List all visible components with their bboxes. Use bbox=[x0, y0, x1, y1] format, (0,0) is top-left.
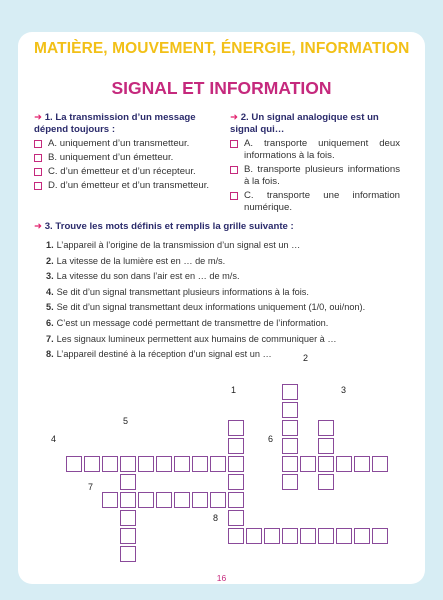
crossword-cell[interactable] bbox=[120, 528, 136, 544]
crossword-cell[interactable] bbox=[318, 474, 334, 490]
crossword-cell[interactable] bbox=[354, 528, 370, 544]
crossword-cell[interactable] bbox=[120, 492, 136, 508]
crossword-cell[interactable] bbox=[228, 510, 244, 526]
crossword-cell[interactable] bbox=[318, 438, 334, 454]
crossword-cell[interactable] bbox=[282, 528, 298, 544]
question-1 bbox=[34, 112, 214, 192]
crossword-cell[interactable] bbox=[318, 420, 334, 436]
question-1-title: ➜ 1. La transmission d’un message dépend toujours : bbox=[34, 112, 196, 135]
crossword-cell[interactable] bbox=[264, 528, 280, 544]
clue-number: 4 bbox=[51, 434, 57, 444]
crossword-cell[interactable] bbox=[228, 420, 244, 436]
crossword-cell[interactable] bbox=[282, 438, 298, 454]
crossword-cell[interactable] bbox=[66, 456, 82, 472]
checkbox-icon[interactable] bbox=[230, 140, 238, 148]
definition-item: 7. Les signaux lumineux permettent aux humains de communiquer à … bbox=[46, 333, 337, 344]
option-checkbox[interactable]: B. transporte plusieurs informations à la fois. bbox=[230, 164, 400, 188]
crossword-cell[interactable] bbox=[138, 492, 154, 508]
crossword-cell[interactable] bbox=[228, 456, 244, 472]
definition-item: 1. L’appareil à l’origine de la transmission d’un signal est un … bbox=[46, 240, 301, 250]
crossword-cell[interactable] bbox=[138, 456, 154, 472]
crossword-cell[interactable] bbox=[300, 528, 316, 544]
clue-number: 3 bbox=[341, 385, 347, 395]
checkbox-icon[interactable] bbox=[230, 192, 238, 200]
crossword-cell[interactable] bbox=[282, 456, 298, 472]
crossword-cell[interactable] bbox=[228, 528, 244, 544]
clue-number: 2 bbox=[303, 353, 309, 363]
crossword-cell[interactable] bbox=[282, 384, 298, 400]
clue-number: 6 bbox=[268, 434, 274, 444]
crossword-cell[interactable] bbox=[156, 492, 172, 508]
clue-number: 5 bbox=[123, 416, 129, 426]
option-checkbox[interactable]: C. d’un émetteur et d’un récepteur. bbox=[34, 166, 214, 178]
crossword-cell[interactable] bbox=[120, 546, 136, 562]
crossword-cell[interactable] bbox=[318, 456, 334, 472]
crossword-cell[interactable] bbox=[120, 456, 136, 472]
crossword-cell[interactable] bbox=[192, 456, 208, 472]
clue-number: 8 bbox=[213, 513, 219, 523]
arrow-icon: ➜ bbox=[34, 221, 43, 232]
crossword-cell[interactable] bbox=[372, 456, 388, 472]
clue-number: 1 bbox=[231, 385, 237, 395]
clue-number: 7 bbox=[88, 482, 94, 492]
definition-item: 3. La vitesse du son dans l’air est en … de m/s. bbox=[46, 271, 240, 282]
crossword-cell[interactable] bbox=[336, 528, 352, 544]
crossword-cell[interactable] bbox=[228, 492, 244, 508]
option-checkbox[interactable]: C. transporte une information numérique. bbox=[230, 190, 400, 214]
definition-item: 8. L’appareil destiné à la réception d’un signal est un … bbox=[46, 349, 272, 360]
crossword-cell[interactable] bbox=[228, 438, 244, 454]
crossword-cell[interactable] bbox=[282, 420, 298, 436]
definition-item: 4. Se dit d’un signal transmettant plusieurs informations à la fois. bbox=[46, 286, 309, 297]
option-checkbox[interactable]: A. transporte uniquement deux informations à la fois. bbox=[230, 138, 400, 162]
crossword-cell[interactable] bbox=[174, 492, 190, 508]
definitions-list bbox=[46, 238, 426, 363]
crossword-cell[interactable] bbox=[210, 456, 226, 472]
question-2 bbox=[230, 112, 400, 214]
crossword-cell[interactable] bbox=[102, 456, 118, 472]
crossword-cell[interactable] bbox=[156, 456, 172, 472]
page-title: SIGNAL ET INFORMATION bbox=[111, 78, 332, 98]
crossword-cell[interactable] bbox=[354, 456, 370, 472]
checkbox-icon[interactable] bbox=[34, 168, 42, 176]
definition-item: 2. La vitesse de la lumière est en … de m/s. bbox=[46, 255, 226, 266]
option-checkbox[interactable]: B. uniquement d’un émetteur. bbox=[34, 152, 214, 164]
crossword-cell[interactable] bbox=[120, 474, 136, 490]
crossword-cell[interactable] bbox=[120, 510, 136, 526]
crossword-cell[interactable] bbox=[282, 402, 298, 418]
question-3-title: ➜ 3. Trouve les mots définis et remplis la grille suivante : bbox=[34, 221, 294, 232]
section-header: MATIÈRE, MOUVEMENT, ÉNERGIE, INFORMATION bbox=[34, 40, 410, 57]
crossword-cell[interactable] bbox=[228, 474, 244, 490]
crossword-cell[interactable] bbox=[192, 492, 208, 508]
crossword-cell[interactable] bbox=[372, 528, 388, 544]
page-number: 16 bbox=[216, 573, 227, 583]
checkbox-icon[interactable] bbox=[34, 154, 42, 162]
crossword-cell[interactable] bbox=[84, 456, 100, 472]
option-checkbox[interactable]: D. d’un émetteur et d’un transmetteur. bbox=[34, 180, 214, 192]
checkbox-icon[interactable] bbox=[230, 166, 238, 174]
crossword-cell[interactable] bbox=[336, 456, 352, 472]
question-2-title: ➜ 2. Un signal analogique est un signal qui… bbox=[230, 112, 379, 135]
crossword-cell[interactable] bbox=[102, 492, 118, 508]
crossword-cell[interactable] bbox=[210, 492, 226, 508]
crossword-cell[interactable] bbox=[246, 528, 262, 544]
definition-item: 5. Se dit d’un signal transmettant deux informations uniquement (1/0, oui/non). bbox=[46, 302, 366, 313]
checkbox-icon[interactable] bbox=[34, 182, 42, 190]
crossword-cell[interactable] bbox=[318, 528, 334, 544]
checkbox-icon[interactable] bbox=[34, 140, 42, 148]
option-checkbox[interactable]: A. uniquement d’un transmetteur. bbox=[34, 138, 214, 150]
arrow-icon: ➜ bbox=[34, 112, 43, 123]
arrow-icon: ➜ bbox=[230, 112, 239, 123]
crossword-cell[interactable] bbox=[300, 456, 316, 472]
crossword-cell[interactable] bbox=[174, 456, 190, 472]
crossword-cell[interactable] bbox=[282, 474, 298, 490]
definition-item: 6. C’est un message codé permettant de transmettre de l’information. bbox=[46, 317, 329, 328]
